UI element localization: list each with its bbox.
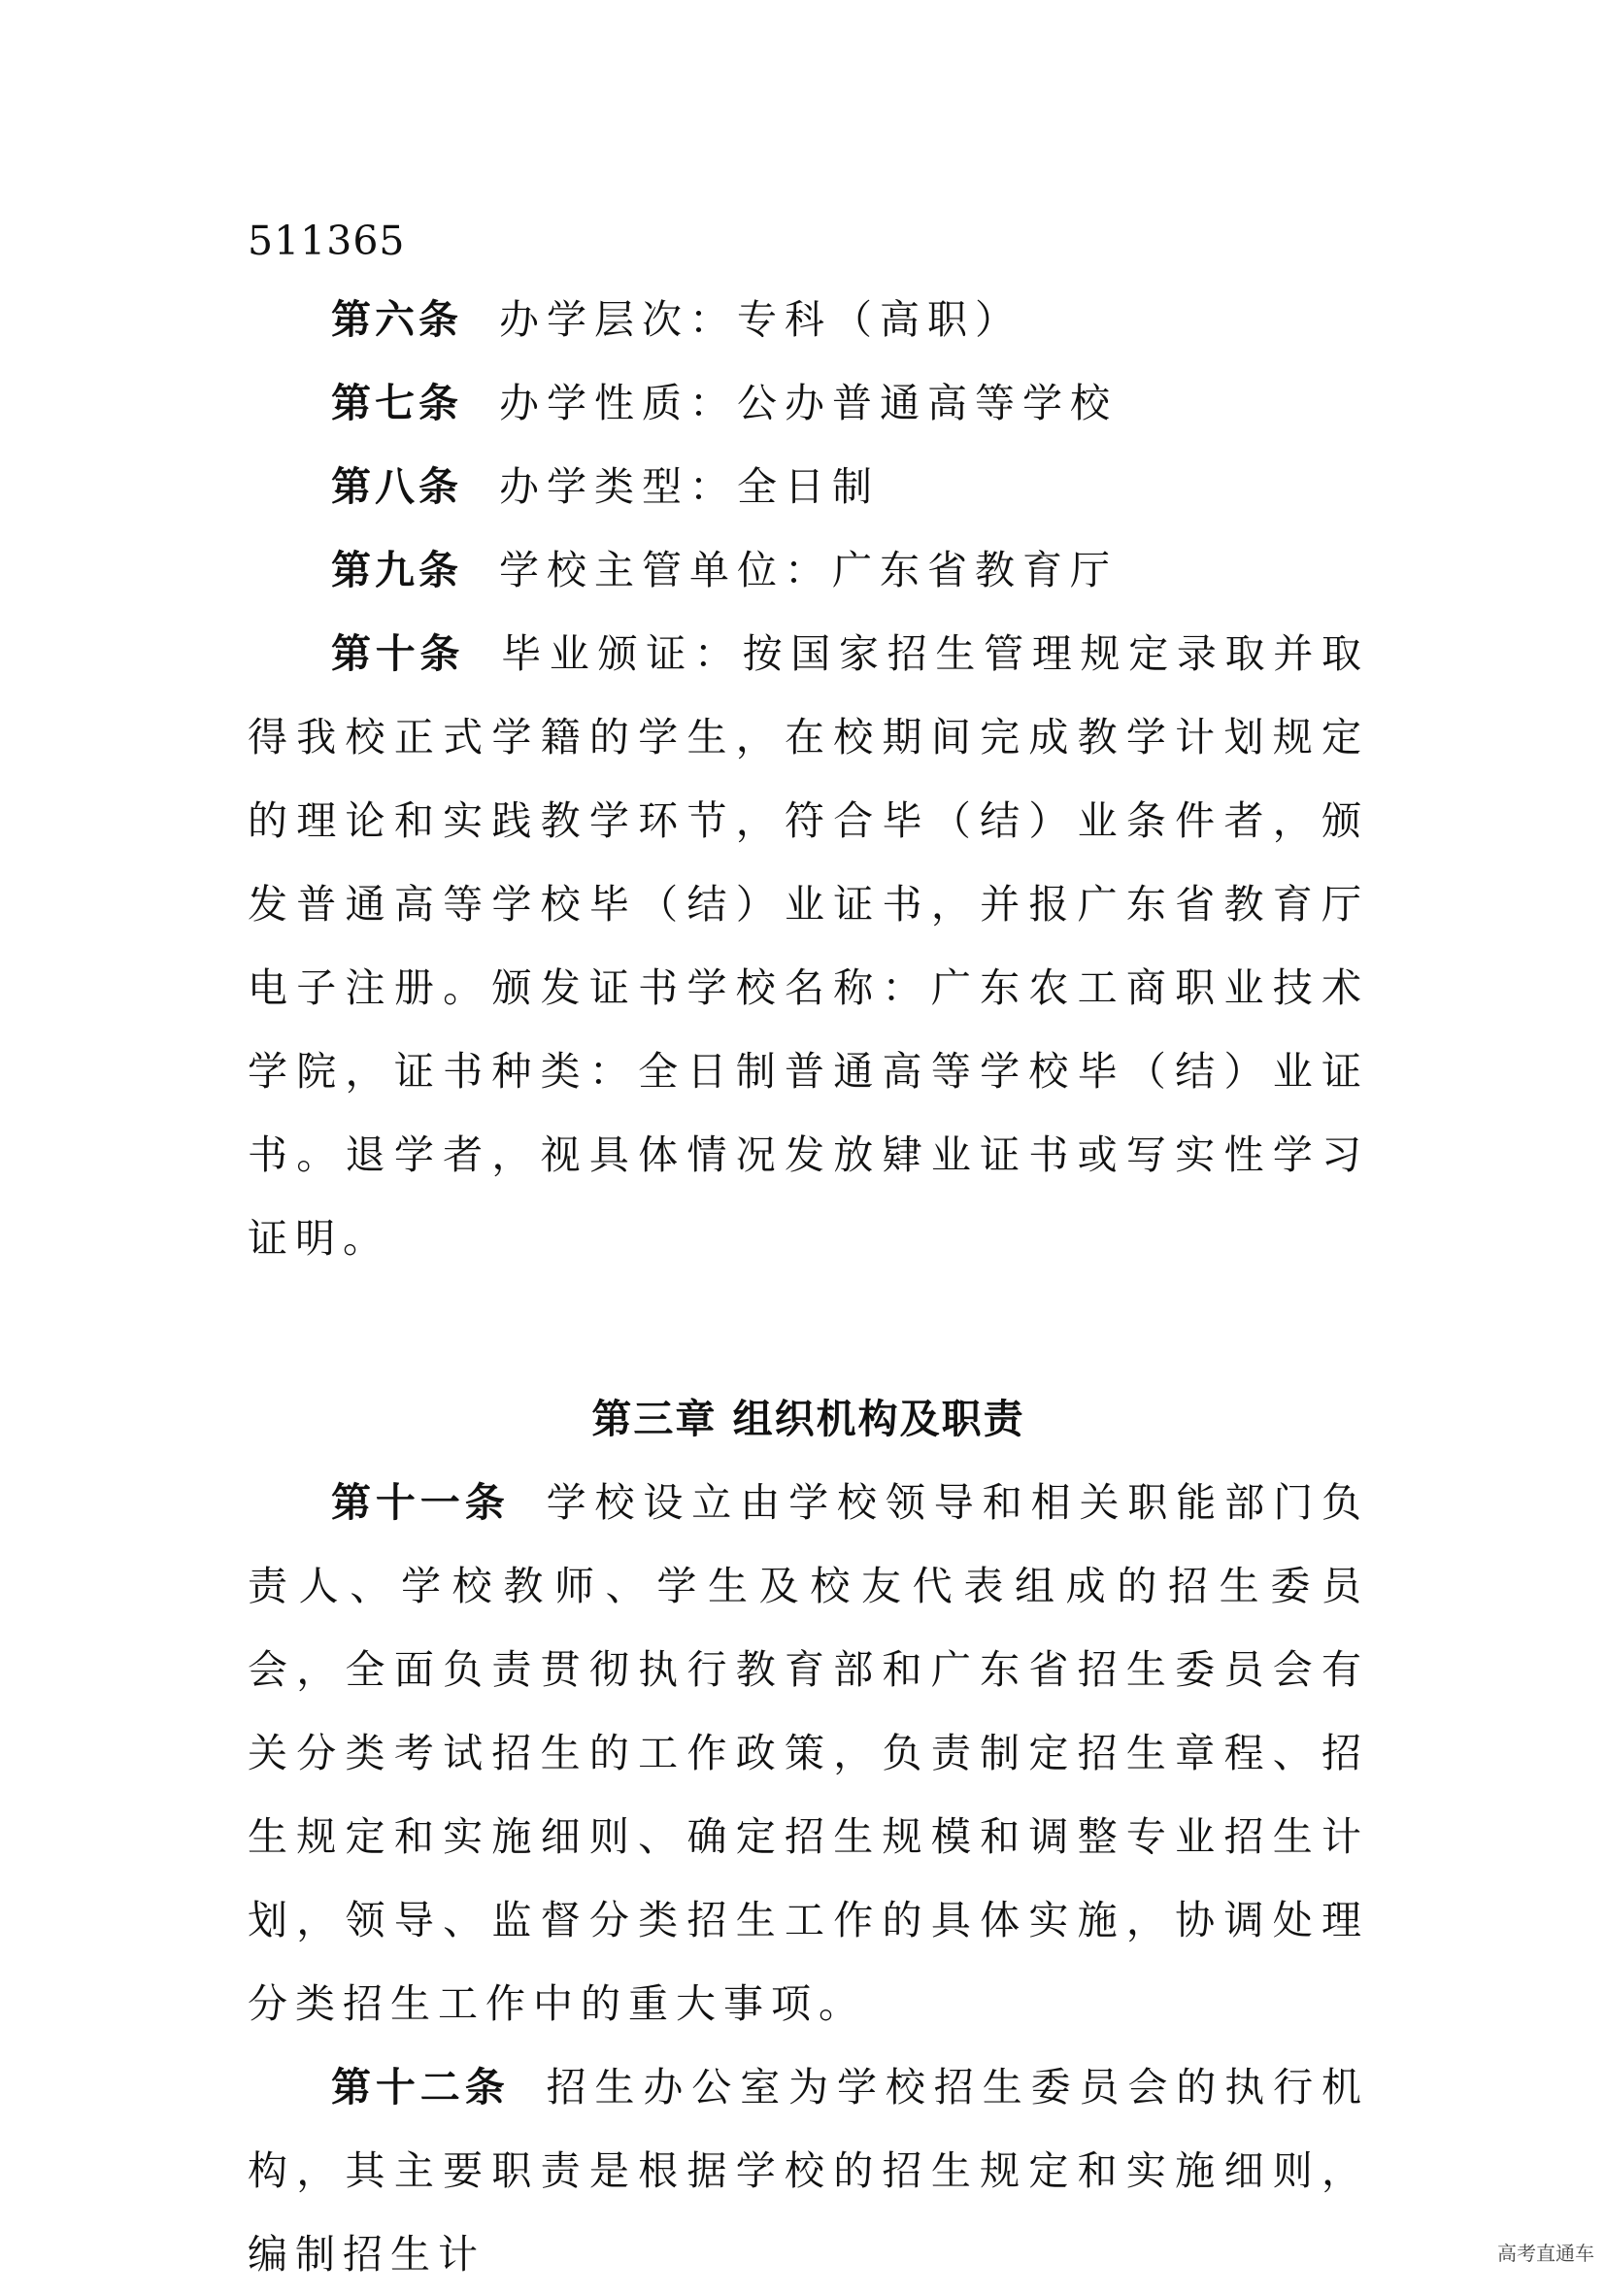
article-label: 第六条 <box>331 296 462 343</box>
article-10 <box>248 612 1369 1280</box>
article-text: 学校设立由学校领导和相关职能部门负责人、学校教师、学生及校友代表组成的招生委员会，全面负责贯彻执行教育部和广东省招生委员会有关分类考试招生的工作政策，负责制定招生章程、招生规定和实施细则、确定招生规模和调整专业招生计划，领导、监督分类招生工作的具体实施，协调处理分类招生工作中的重大事项。 <box>248 1479 1370 2027</box>
article-12 <box>248 2045 1369 2296</box>
document-page <box>248 204 1369 2296</box>
article-label: 第十二条 <box>331 2064 510 2110</box>
article-9 <box>248 528 1369 612</box>
article-7 <box>248 361 1369 445</box>
article-8 <box>248 445 1369 528</box>
watermark: 高考直通车 <box>1497 2242 1594 2265</box>
article-label: 第十条 <box>331 630 465 677</box>
postcode-line: 511365 <box>248 218 406 264</box>
article-text: 招生办公室为学校招生委员会的执行机构，其主要职责是根据学校的招生规定和实施细则，编制招生计 <box>248 2064 1370 2278</box>
article-label: 第八条 <box>331 463 462 510</box>
article-11 <box>248 1461 1369 2045</box>
article-label: 第十一条 <box>331 1479 510 1526</box>
article-text: 办学类型：全日制 <box>499 463 880 510</box>
article-text: 办学性质：公办普通高等学校 <box>499 380 1118 426</box>
article-6 <box>248 278 1369 361</box>
article-label: 第七条 <box>331 380 462 426</box>
article-label: 第九条 <box>331 547 462 593</box>
article-text: 学校主管单位：广东省教育厅 <box>499 547 1118 593</box>
chapter-title: 第三章 组织机构及职责 <box>591 1396 1025 1442</box>
article-text: 办学层次：专科（高职） <box>499 296 1022 343</box>
article-text: 毕业颁证：按国家招生管理规定录取并取得我校正式学籍的学生，在校期间完成教学计划规定的理论和实践教学环节，符合毕（结）业条件者，颁发普通高等学校毕（结）业证书，并报广东省教育厅电子注册。颁发证书学校名称：广东农工商职业技术学院，证书种类：全日制普通高等学校毕（结）业证书。退学者，视具体情况发放肄业证书或写实性学习证明。 <box>248 630 1370 1262</box>
